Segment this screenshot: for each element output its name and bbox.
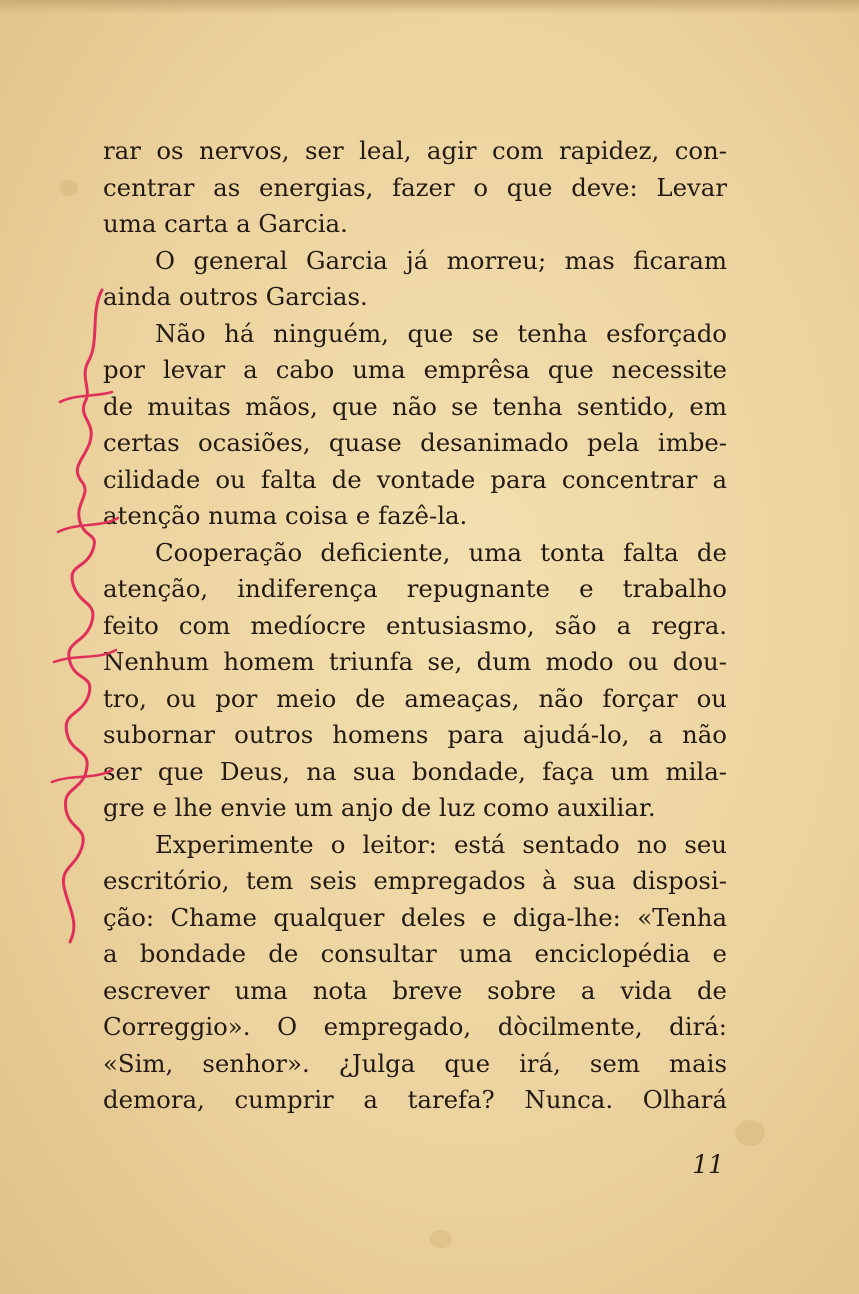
text-line: «Sim, senhor». ¿Julga que irá, sem mais xyxy=(103,1048,727,1078)
paper-stain xyxy=(430,1230,452,1248)
paper-stain xyxy=(60,180,78,196)
text-line: escritório, tem seis empregados à sua disposi- xyxy=(103,866,727,895)
text-line: subornar outros homens para ajudá-lo, a não xyxy=(103,720,727,749)
text-line: por levar a cabo uma emprêsa que necessite xyxy=(103,355,727,384)
text-line: tro, ou por meio de ameaças, não forçar ou xyxy=(103,683,727,713)
body-text xyxy=(103,133,727,1119)
text-line: certas ocasiões, quase desanimado pela imbe- xyxy=(103,428,727,457)
page-top-edge xyxy=(0,0,859,14)
text-line: Não há ninguém, que se tenha esforçado xyxy=(155,318,727,348)
text-line: ser que Deus, na sua bondade, faça um mila- xyxy=(103,756,727,786)
text-line: centrar as energias, fazer o que deve: Levar xyxy=(103,172,727,202)
text-line: Correggio». O empregado, dòcilmente, dirá: xyxy=(103,1012,727,1041)
text-line: feito com medíocre entusiasmo, são a regra. xyxy=(103,610,727,640)
text-line: cilidade ou falta de vontade para concentrar a xyxy=(103,464,727,494)
text-line: ção: Chame qualquer deles e diga-lhe: «Tenha xyxy=(103,902,727,932)
text-line: a bondade de consultar uma enciclopédia e xyxy=(103,939,727,968)
text-line: rar os nervos, ser leal, agir com rapidez, con- xyxy=(103,136,727,165)
text-line: demora, cumprir a tarefa? Nunca. Olhará xyxy=(103,1085,727,1114)
text-line: Nenhum homem triunfa se, dum modo ou dou- xyxy=(103,647,727,676)
text-line: atenção numa coisa e fazê-la. xyxy=(103,501,468,530)
handwritten-signature xyxy=(30,282,130,952)
text-line: Experimente o leitor: está sentado no seu xyxy=(155,829,727,859)
text-line: escrever uma nota breve sobre a vida de xyxy=(103,975,727,1005)
text-line: atenção, indiferença repugnante e trabalho xyxy=(103,574,727,603)
text-line: ainda outros Garcias. xyxy=(103,282,368,311)
text-line: uma carta a Garcia. xyxy=(103,209,348,238)
text-line: gre e lhe envie um anjo de luz como auxiliar. xyxy=(103,793,656,822)
text-line: de muitas mãos, que não se tenha sentido, em xyxy=(103,391,727,421)
text-line: O general Garcia já morreu; mas ficaram xyxy=(155,245,727,275)
page-number: 11 xyxy=(692,1150,724,1179)
paper-stain xyxy=(735,1120,765,1146)
text-line: Cooperação deficiente, uma tonta falta de xyxy=(155,537,727,567)
